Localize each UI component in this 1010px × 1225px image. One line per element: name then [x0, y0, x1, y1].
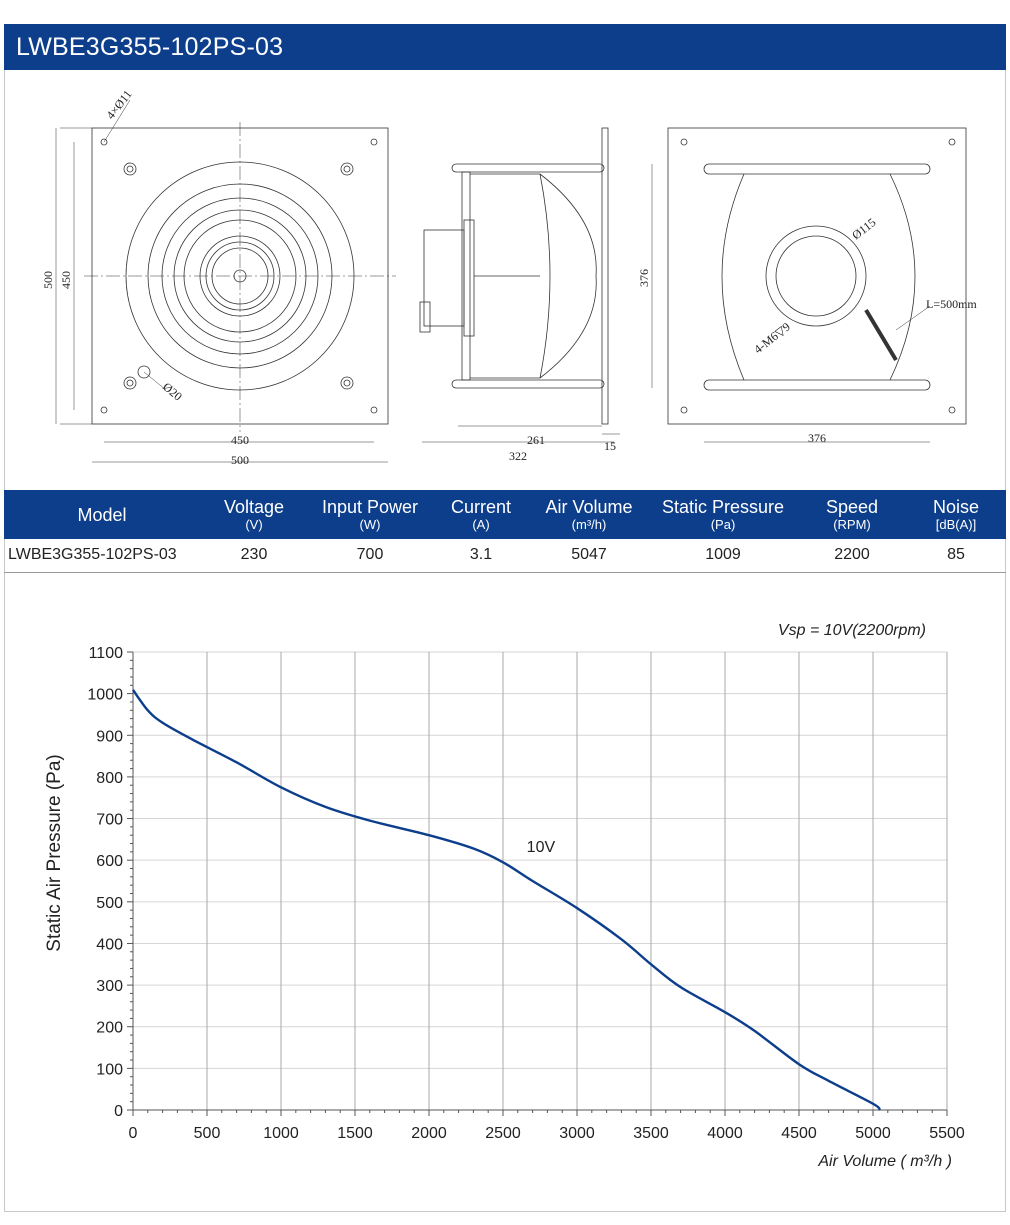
- side-view-drawing: [420, 128, 620, 442]
- performance-chart: [0, 590, 1010, 1210]
- back-dim-376-horizontal: 376: [808, 431, 826, 445]
- cell-current: 3.1: [469, 546, 493, 564]
- header-model: Model: [77, 504, 127, 525]
- page-title: LWBE3G355-102PS-03: [4, 24, 1006, 70]
- cell-model: LWBE3G355-102PS-03: [8, 546, 177, 564]
- x-tick-label: 4500: [781, 1125, 817, 1142]
- back-dim-376-vertical: 376: [637, 269, 651, 287]
- x-tick-label: 500: [193, 1125, 221, 1142]
- x-tick-label: 1500: [337, 1125, 373, 1142]
- x-axis-label: Air Volume ( m³/h ): [818, 1153, 952, 1170]
- cell-voltage: 230: [240, 546, 268, 564]
- cell-static-pressure: 1009: [705, 546, 741, 564]
- y-axis-label: Static Air Pressure (Pa): [44, 754, 65, 952]
- x-tick-label: 4000: [707, 1125, 743, 1142]
- spec-header-row: [4, 490, 1006, 539]
- side-dim-322: 322: [509, 449, 527, 463]
- x-tick-label: 2500: [485, 1125, 521, 1142]
- y-tick-label: 1000: [87, 686, 123, 704]
- front-hole-label: 4×Ø11: [103, 87, 135, 122]
- side-dim-15: 15: [604, 439, 616, 453]
- y-tick-label: 100: [96, 1061, 123, 1079]
- table-row: [4, 539, 1006, 572]
- x-tick-label: 3500: [633, 1125, 669, 1142]
- y-tick-label: 800: [96, 769, 123, 787]
- front-view-drawing: [56, 100, 396, 462]
- front-dim-450-vertical: 450: [59, 271, 73, 289]
- x-tick-label: 5000: [855, 1125, 891, 1142]
- y-tick-label: 1100: [88, 645, 123, 662]
- chart-annotation: Vsp = 10V(2200rpm): [777, 622, 926, 639]
- series-line-10v: [133, 690, 880, 1110]
- cell-input-power: 700: [356, 546, 384, 564]
- series-label-10v: 10V: [526, 838, 556, 856]
- side-dim-261: 261: [527, 433, 545, 447]
- header-air-volume: Air Volume (m³/h): [545, 496, 633, 532]
- x-tick-label: 0: [128, 1125, 138, 1142]
- back-cable-label: L=500mm: [926, 297, 977, 311]
- cell-air-volume: 5047: [571, 546, 607, 564]
- y-tick-label: 300: [96, 978, 123, 996]
- back-view-drawing: [652, 128, 966, 442]
- cell-noise: 85: [947, 546, 965, 564]
- header-noise: Noise [dB(A)]: [932, 496, 980, 532]
- y-tick-label: 200: [96, 1019, 123, 1037]
- y-tick-label: 500: [96, 894, 123, 912]
- x-tick-label: 1000: [263, 1125, 299, 1142]
- back-screw-label: 4-M6▽9: [751, 319, 793, 357]
- y-tick-label: 400: [96, 936, 123, 954]
- x-tick-label: 2000: [411, 1125, 447, 1142]
- y-tick-label: 900: [96, 728, 123, 746]
- header-static-pressure: Static Pressure (Pa): [661, 496, 785, 532]
- header-current: Current (A): [450, 496, 512, 532]
- header-input-power: Input Power (W): [321, 496, 419, 532]
- dimension-drawings: [0, 70, 1010, 490]
- front-dim-500-horizontal: 500: [231, 453, 249, 467]
- x-tick-label: 3000: [559, 1125, 595, 1142]
- header-speed: Speed (RPM): [825, 496, 879, 532]
- front-dim-450-horizontal: 450: [231, 433, 249, 447]
- spec-table: [4, 490, 1006, 573]
- cell-speed: 2200: [834, 546, 870, 564]
- back-diameter-label: Ø115: [849, 215, 879, 243]
- front-hole2-label: Ø20: [160, 379, 185, 404]
- front-dim-500-vertical: 500: [41, 271, 55, 289]
- y-tick-label: 600: [96, 853, 123, 871]
- y-tick-label: 0: [114, 1103, 123, 1120]
- y-tick-label: 700: [96, 811, 123, 829]
- x-tick-label: 5500: [929, 1125, 965, 1142]
- header-voltage: Voltage (V): [223, 496, 285, 532]
